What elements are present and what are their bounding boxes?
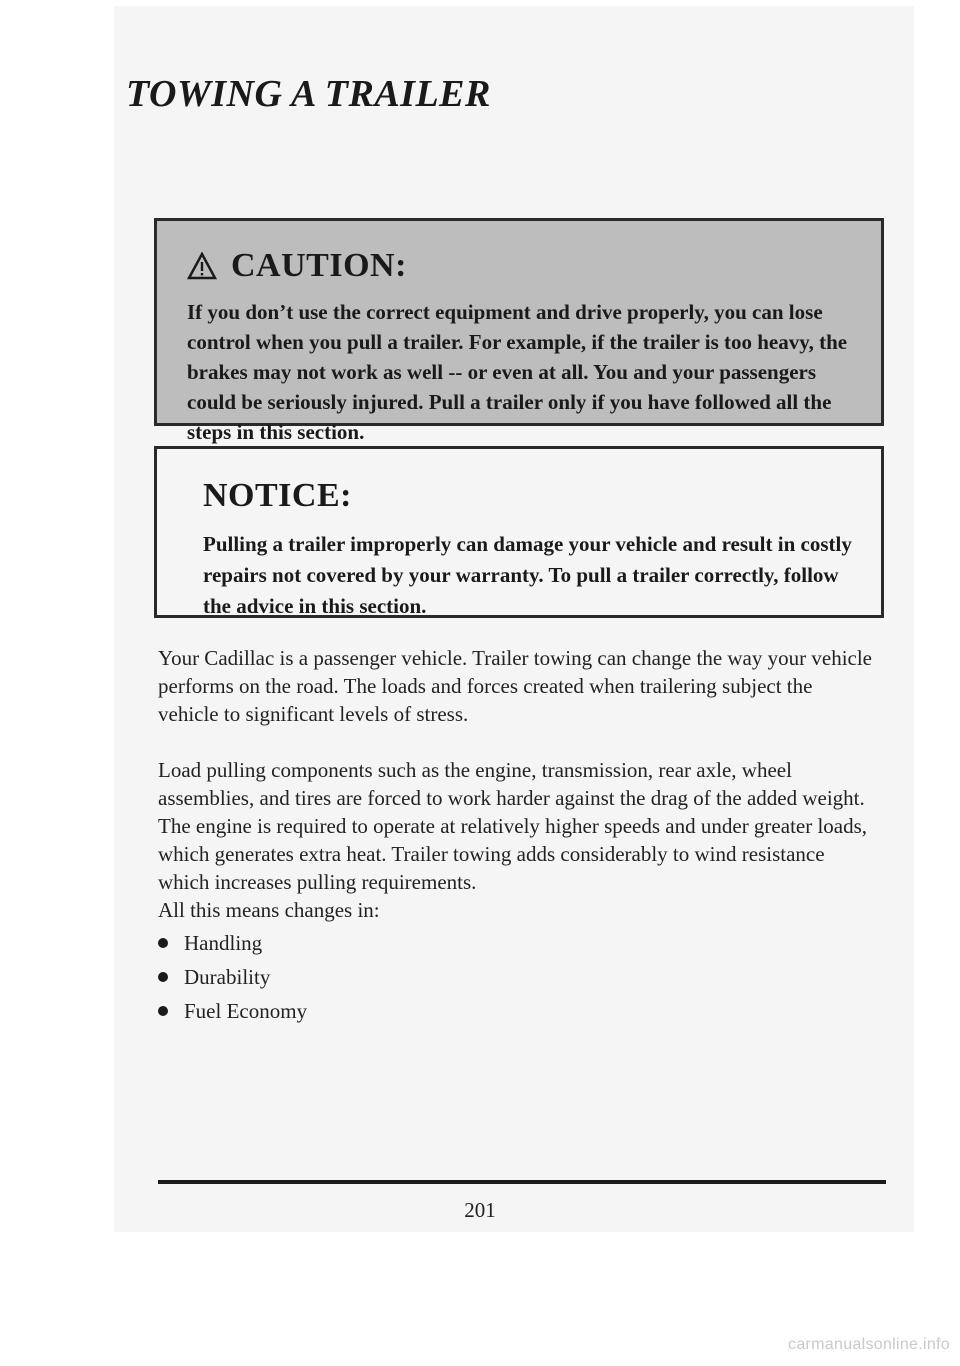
- bullet-icon: [158, 972, 168, 982]
- footer-rule: [158, 1180, 886, 1184]
- caution-heading-text: CAUTION:: [231, 247, 407, 284]
- changes-list: [158, 926, 307, 1028]
- paragraph-load: Load pulling components such as the engine, transmission, rear axle, wheel assemblies, and tires are forced to work harder against the drag of the added weight. The engine is required to operate at relatively higher speeds and under greater loads, which generates extra heat. Trailer towing adds considerably to wind resistance which increases pulling requirements.: [158, 758, 868, 894]
- paragraph-intro: Your Cadillac is a passenger vehicle. Trailer towing can change the way your vehicle performs on the road. The loads and forces created when trailering subject the vehicle to significant levels of stress.: [158, 646, 872, 726]
- paragraph-changes: All this means changes in:: [158, 898, 380, 922]
- caution-text: If you don’t use the correct equipment and drive properly, you can lose control when you pull a trailer. For example, if the trailer is too heavy, the brakes may not work as well -- or even at all. You and your passengers could be seriously injured. Pull a trailer only if you have followed all the steps in this section.: [187, 300, 848, 444]
- notice-heading: NOTICE:: [203, 477, 352, 514]
- bullet-icon: [158, 938, 168, 948]
- warning-triangle-icon: [187, 252, 217, 280]
- list-item: Fuel Economy: [158, 994, 307, 1028]
- caution-heading: [187, 247, 407, 285]
- page-title: TOWING A TRAILER: [126, 73, 491, 115]
- notice-text: Pulling a trailer improperly can damage your vehicle and result in costly repairs not covered by your warranty. To pull a trailer correctly, follow the advice in this section.: [203, 532, 852, 618]
- notice-box: [154, 446, 884, 618]
- list-item: Durability: [158, 960, 307, 994]
- caution-box: [154, 218, 884, 444]
- watermark: carmanualsonline.info: [788, 1336, 950, 1353]
- bullet-icon: [158, 1006, 168, 1016]
- page-number: 201: [464, 1198, 496, 1222]
- list-item: Handling: [158, 926, 307, 960]
